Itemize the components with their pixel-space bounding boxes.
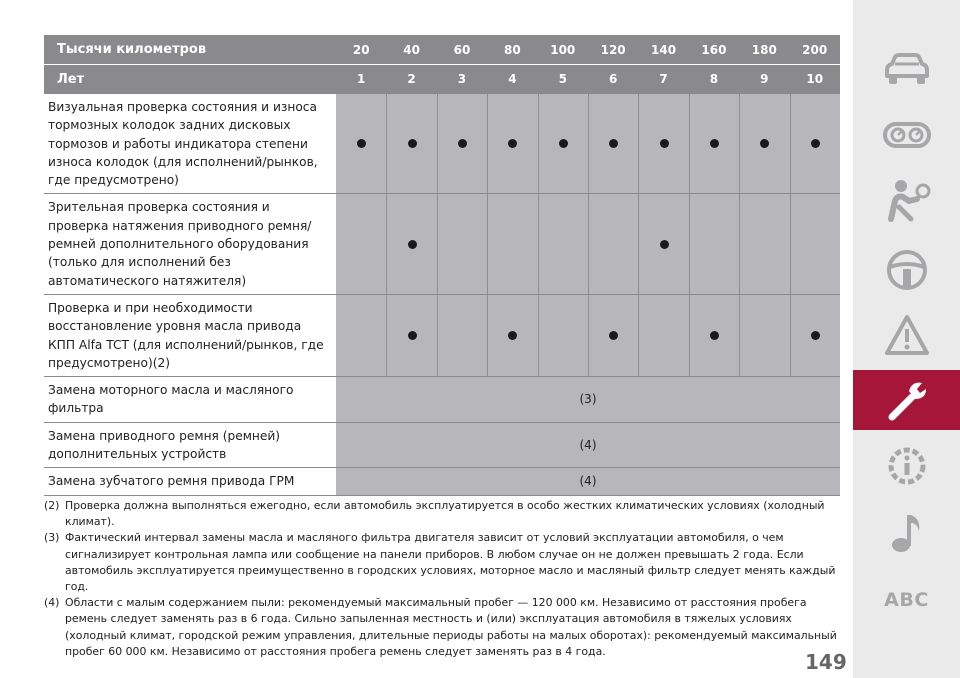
schedule-cell xyxy=(790,295,840,376)
service-dot xyxy=(508,139,517,148)
schedule-cell xyxy=(336,194,386,293)
schedule-cell xyxy=(487,194,537,293)
service-dot xyxy=(357,139,366,148)
service-dot xyxy=(811,139,820,148)
header-year-cell: 3 xyxy=(457,72,467,86)
row-label: Замена моторного масла и масляного фильтра xyxy=(48,383,294,416)
schedule-cell xyxy=(538,295,588,376)
header-years-label: Лет xyxy=(57,71,85,87)
schedule-cell xyxy=(588,194,638,293)
header-km-label: Тысячи километров xyxy=(57,42,207,57)
header-year-cell: 1 xyxy=(357,72,366,86)
header-km-cell: 40 xyxy=(403,42,420,57)
footnote xyxy=(44,498,844,530)
schedule-cell xyxy=(437,295,487,376)
schedule-cell xyxy=(437,194,487,293)
footnote-mark: (2) xyxy=(44,499,60,512)
schedule-cell xyxy=(638,295,688,376)
header-year-cell: 8 xyxy=(709,72,719,86)
footnote xyxy=(44,595,844,660)
table-row xyxy=(44,376,840,422)
table-row xyxy=(44,467,840,495)
airbag-seat-icon xyxy=(881,177,933,223)
service-dot xyxy=(408,331,417,340)
header-km-cell: 180 xyxy=(751,42,777,57)
sidebar-item-safety[interactable] xyxy=(853,170,960,230)
schedule-cell xyxy=(689,194,739,293)
abc-label: ABC xyxy=(884,589,929,611)
header-year-cell: 6 xyxy=(608,72,618,86)
service-dot xyxy=(609,331,618,340)
schedule-cell xyxy=(689,94,739,193)
service-dot xyxy=(508,331,517,340)
service-dot xyxy=(458,139,467,148)
row-label: Зрительная проверка состояния и проверка натяжения приводного ремня/ремней дополнительного оборудования (только для исполнений без автоматического натяжителя) xyxy=(48,200,312,288)
schedule-cell xyxy=(638,194,688,293)
info-gear-icon xyxy=(884,443,930,489)
span-note-cell: (4) xyxy=(336,468,840,494)
service-dot xyxy=(660,240,669,249)
schedule-cell xyxy=(386,194,436,293)
page-number: 149 xyxy=(805,650,847,674)
header-row-km xyxy=(44,35,840,65)
schedule-cell xyxy=(487,295,537,376)
span-note-cell: (3) xyxy=(336,377,840,422)
row-label: Замена приводного ремня (ремней) дополнительных устройств xyxy=(48,428,281,462)
footnote-mark: (4) xyxy=(44,596,60,610)
footnote-text: Проверка должна выполняться ежегодно, если автомобиль эксплуатируется в особо жестких климатических условиях (холодный климат). xyxy=(65,499,825,529)
header-year-cell: 10 xyxy=(806,72,824,86)
header-km-cell: 60 xyxy=(453,42,471,57)
schedule-cell xyxy=(538,194,588,293)
service-dot xyxy=(408,139,417,148)
header-year-cell: 4 xyxy=(508,72,517,86)
car-icon xyxy=(881,50,933,90)
header-km-cell: 20 xyxy=(352,42,370,57)
table-row xyxy=(44,193,840,293)
header-km-cell: 120 xyxy=(600,42,626,57)
schedule-cell xyxy=(386,295,436,376)
row-label: Замена зубчатого ремня привода ГРМ xyxy=(48,474,295,489)
schedule-cell xyxy=(437,94,487,193)
schedule-cell xyxy=(588,295,638,376)
schedule-cell xyxy=(739,94,789,193)
chapter-sidebar xyxy=(853,0,960,678)
service-dot xyxy=(811,331,820,340)
header-km-cell: 200 xyxy=(802,42,828,57)
sidebar-item-specs[interactable] xyxy=(853,436,960,496)
service-dot xyxy=(609,139,618,148)
schedule-cell xyxy=(790,194,840,293)
span-note-cell: (4) xyxy=(336,423,840,468)
service-dot xyxy=(559,139,568,148)
table-row xyxy=(44,294,840,376)
footnote-mark: (3) xyxy=(44,531,60,545)
schedule-cell xyxy=(336,295,386,376)
header-km-cell: 80 xyxy=(504,42,521,57)
sidebar-item-maintenance[interactable] xyxy=(853,370,960,430)
footnotes xyxy=(44,498,844,660)
steering-wheel-icon xyxy=(884,247,930,293)
service-dot xyxy=(408,240,417,249)
schedule-cell xyxy=(336,94,386,193)
warning-triangle-icon xyxy=(883,313,931,357)
row-label: Визуальная проверка состояния и износа тормозных колодок задних дисковых тормозов и работы индикатора степени износа колодок (для исполнений/рынков, где предусмотрено) xyxy=(48,100,318,188)
header-year-cell: 9 xyxy=(760,72,769,86)
header-km-cell: 160 xyxy=(701,42,727,57)
sidebar-item-driving[interactable] xyxy=(853,240,960,300)
sidebar-item-dashboard[interactable] xyxy=(853,105,960,165)
header-km-cell: 100 xyxy=(550,42,576,57)
service-dot xyxy=(710,139,719,148)
wrench-icon xyxy=(882,377,932,423)
dashboard-gauges-icon xyxy=(881,115,933,155)
sidebar-item-emergency[interactable] xyxy=(853,305,960,365)
service-dot xyxy=(760,139,769,148)
schedule-cell xyxy=(689,295,739,376)
table-row xyxy=(44,422,840,468)
service-dot xyxy=(710,331,719,340)
footnote xyxy=(44,530,844,595)
header-year-cell: 5 xyxy=(558,72,567,86)
sidebar-item-index[interactable] xyxy=(853,570,960,630)
music-note-icon xyxy=(887,511,927,555)
header-year-cell: 7 xyxy=(659,72,668,86)
table-row xyxy=(44,93,840,193)
schedule-cell xyxy=(386,94,436,193)
header-km-cell: 140 xyxy=(651,42,677,57)
maintenance-table xyxy=(44,35,840,496)
header-year-cell: 2 xyxy=(407,72,416,86)
footnote-text: Области с малым содержанием пыли: рекомендуемый максимальный пробег — 120 000 км. Независимо от расстояния пробега ремень следует заменять раз в 6 года. Сильно запыленная местность и (или) эксплуатация автомобиля в тяжелых условиях (холодный климат, городской режим управления, длительные периоды работы на малых оборотах): рекомендуемый максимальный пробег 60 000 км. Независимо от расстояния пробега ремень следует заменять раз в 4 года. xyxy=(65,596,837,658)
schedule-cell xyxy=(739,194,789,293)
schedule-cell xyxy=(739,295,789,376)
header-row-years xyxy=(44,65,840,93)
schedule-cell xyxy=(588,94,638,193)
schedule-cell xyxy=(538,94,588,193)
schedule-cell xyxy=(638,94,688,193)
schedule-cell xyxy=(487,94,537,193)
schedule-cell xyxy=(790,94,840,193)
sidebar-item-multimedia[interactable] xyxy=(853,503,960,563)
footnote-text: Фактический интервал замены масла и масляного фильтра двигателя зависит от условий эксплуатации автомобиля, о чем сигнализирует контрольная лампа или сообщение на панели приборов. В любом случае он не должен превышать 2 года. Если автомобиль эксплуатируется преимущественно в городских условиях, моторное масло и масляный фильтр следует менять каждый год. xyxy=(65,531,836,594)
sidebar-item-car[interactable] xyxy=(853,40,960,100)
row-label: Проверка и при необходимости восстановление уровня масла привода КПП Alfa TCT (для исполнений/рынков, где предусмотрено)(2) xyxy=(48,300,324,370)
service-dot xyxy=(660,139,669,148)
